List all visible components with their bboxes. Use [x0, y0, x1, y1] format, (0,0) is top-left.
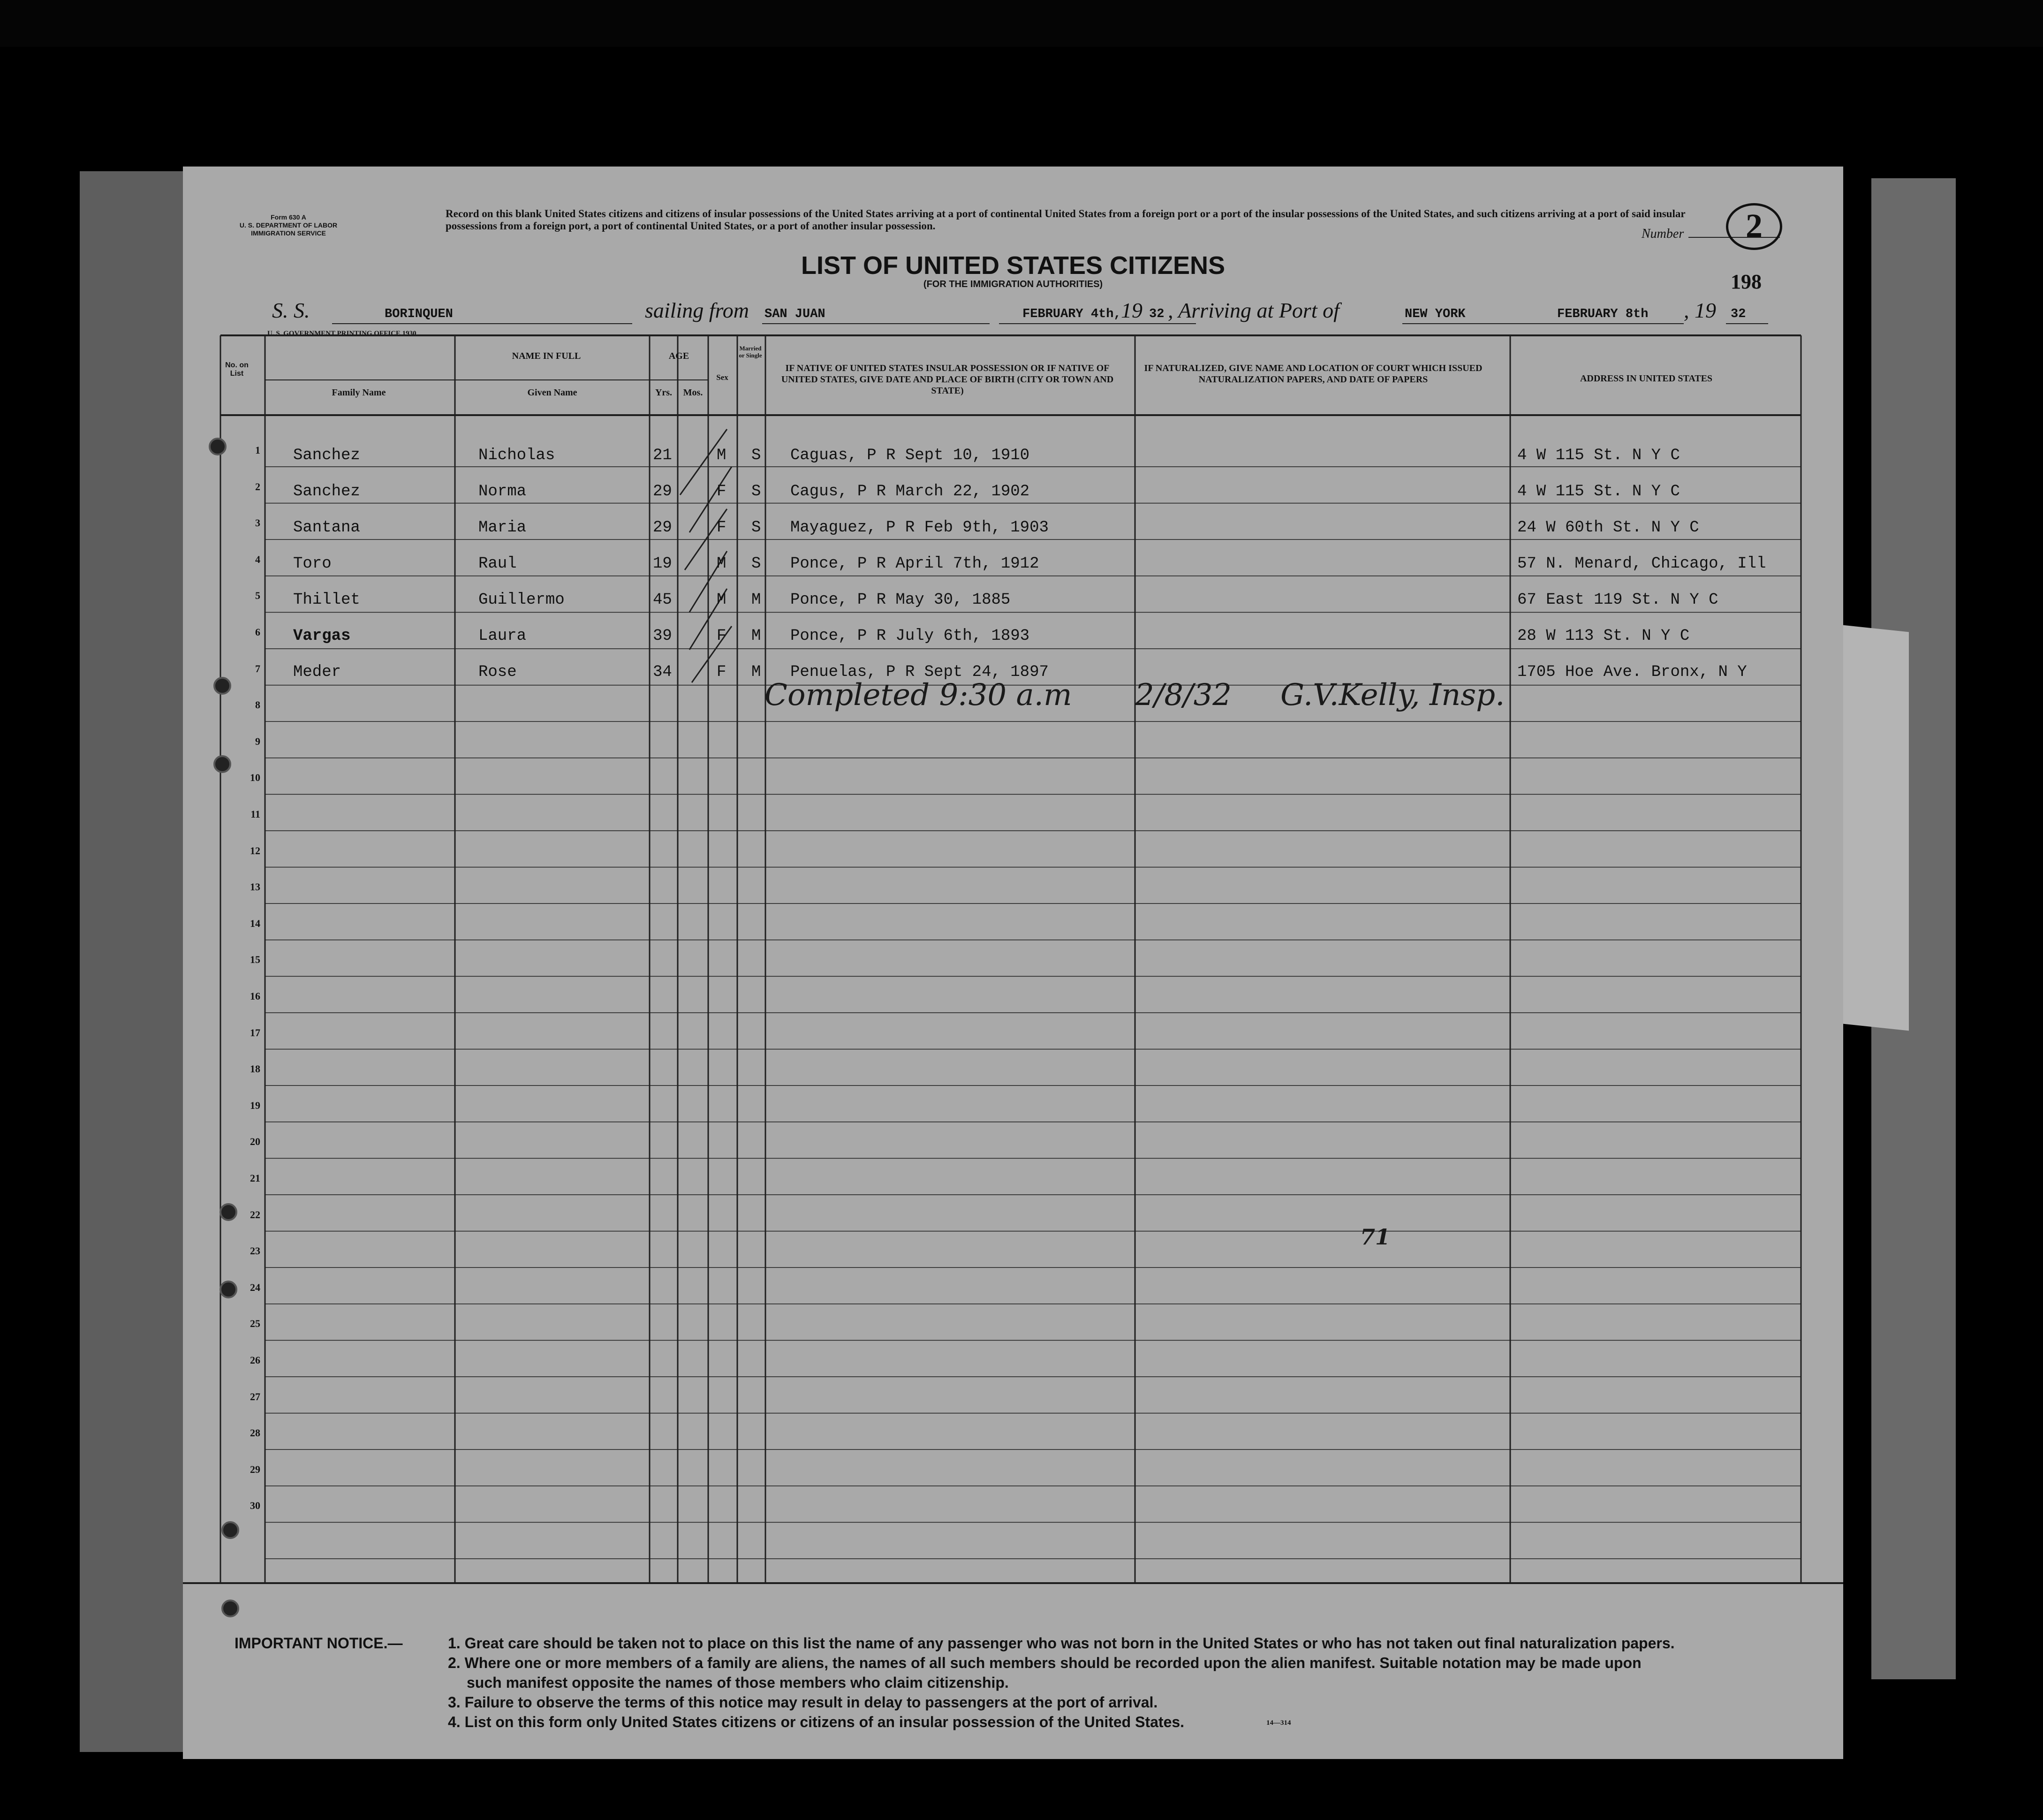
given-name: Nicholas	[478, 447, 555, 464]
punch-hole	[219, 1203, 237, 1221]
row-number: 27	[250, 1390, 260, 1403]
given-name: Guillermo	[478, 591, 565, 609]
col-header-name: NAME IN FULL	[512, 351, 581, 361]
punch-hole	[213, 755, 231, 773]
given-name: Norma	[478, 483, 527, 500]
notice-item-4: 4. List on this form only United States citizens or citizens of an insular possession of the United States.	[448, 1714, 1185, 1730]
given-name: Rose	[478, 663, 517, 681]
col-header-yrs: Yrs.	[655, 387, 673, 398]
arrive-date: FEBRUARY 8th	[1557, 307, 1649, 321]
form-number: Form 630 A	[271, 213, 306, 221]
col-header-no: No. on List	[225, 361, 249, 378]
notice-item-2-cont: such manifest opposite the names of those members who claim citizenship.	[467, 1674, 1009, 1691]
number-label: Number	[1642, 227, 1684, 241]
row-number: 26	[250, 1354, 260, 1366]
row-number: 4	[255, 553, 260, 565]
family-name: Thillet	[293, 591, 360, 609]
address: 4 W 115 St. N Y C	[1517, 447, 1680, 464]
col-header-naturalized: IF NATURALIZED, GIVE NAME AND LOCATION OF COURT WHICH ISSUED NATURALIZATION PAPERS, AND DATE OF PAPERS	[1144, 363, 1483, 385]
address: 24 W 60th St. N Y C	[1517, 519, 1699, 537]
row-number: 23	[250, 1245, 260, 1257]
address: 28 W 113 St. N Y C	[1517, 627, 1690, 645]
printer-stamp: U. S. GOVERNMENT PRINTING OFFICE 1930	[267, 330, 416, 337]
col-header-marital: Married or Single	[739, 345, 762, 359]
row-number: 12	[250, 844, 260, 857]
row-number: 17	[250, 1026, 260, 1039]
page-title: LIST OF UNITED STATES CITIZENS	[801, 251, 1225, 280]
depart-year: 32	[1149, 307, 1165, 321]
form-department: U. S. DEPARTMENT OF LABOR	[239, 221, 338, 229]
row-number: 24	[250, 1281, 260, 1293]
row-number: 21	[250, 1172, 260, 1184]
record-instructions: Record on this blank United States citizens and citizens of insular possessions of the United States arriving at a port of continental United States from a foreign port or a port of the insular possessions of the United States, and such citizens arriving at a port of said insular possessions from a foreign port, a port of continental United States, or a port of another insular possession.	[446, 208, 1686, 232]
col-header-family: Family Name	[332, 387, 386, 398]
row-number: 5	[255, 590, 260, 602]
row-number: 3	[255, 517, 260, 529]
marital-status: S	[751, 519, 761, 537]
row-number: 18	[250, 1063, 260, 1075]
form-service: IMMIGRATION SERVICE	[251, 229, 326, 237]
marital-status: S	[751, 555, 761, 573]
handwritten-date: 2/8/32	[1135, 678, 1232, 713]
punch-hole	[213, 677, 231, 695]
row-number: 15	[250, 954, 260, 966]
birth-place-date: Cagus, P R March 22, 1902	[790, 483, 1030, 500]
sex: F	[717, 663, 726, 681]
table-grid	[183, 167, 1843, 1759]
notice-label: IMPORTANT NOTICE.—	[235, 1635, 403, 1652]
row-number: 6	[255, 626, 260, 638]
col-header-birth: IF NATIVE OF UNITED STATES INSULAR POSSESSION OR IF NATIVE OF UNITED STATES, GIVE DATE AND PLACE OF BIRTH (CITY OR TOWN AND STATE)	[781, 363, 1114, 396]
notice-item-2: 2. Where one or more members of a family are aliens, the names of all such members should be recorded upon the alien manifest. Suitable notation may be made upon	[448, 1654, 1642, 1671]
row-number: 30	[250, 1500, 260, 1512]
form-code: 14—314	[1266, 1719, 1291, 1727]
row-number: 11	[250, 808, 260, 820]
sex: M	[717, 591, 726, 609]
col-header-given: Given Name	[527, 387, 577, 398]
page-subtitle: (FOR THE IMMIGRATION AUTHORITIES)	[923, 279, 1103, 289]
col-header-age: AGE	[668, 351, 689, 361]
marital-status: S	[751, 483, 761, 500]
birth-place-date: Ponce, P R May 30, 1885	[790, 591, 1011, 609]
row-number: 9	[255, 735, 260, 747]
row-number: 16	[250, 990, 260, 1002]
row-number: 10	[250, 772, 260, 784]
given-name: Laura	[478, 627, 527, 645]
marital-status: M	[751, 663, 761, 681]
age-years: 29	[653, 483, 672, 500]
punch-hole	[209, 438, 227, 455]
address: 1705 Hoe Ave. Bronx, N Y	[1517, 663, 1747, 681]
row-number: 8	[255, 699, 260, 711]
depart-year-prefix: 19	[1121, 298, 1143, 322]
film-edge-left	[80, 171, 185, 1752]
notice-item-3: 3. Failure to observe the terms of this notice may result in delay to passengers at the port of arrival.	[448, 1694, 1158, 1711]
age-years: 39	[653, 627, 672, 645]
birth-place-date: Ponce, P R July 6th, 1893	[790, 627, 1030, 645]
sailing-label: sailing from	[645, 298, 749, 322]
address: 57 N. Menard, Chicago, Ill	[1517, 555, 1766, 573]
row-number: 14	[250, 917, 260, 929]
manifest-page	[183, 167, 1843, 1759]
col-header-mos: Mos.	[683, 387, 703, 398]
sex: M	[717, 447, 726, 464]
marital-status: M	[751, 627, 761, 645]
ship-name: BORINQUEN	[385, 307, 453, 321]
given-name: Raul	[478, 555, 517, 573]
row-number: 7	[255, 662, 260, 675]
ss-label: S. S.	[272, 298, 310, 322]
row-number: 19	[250, 1099, 260, 1111]
birth-place-date: Ponce, P R April 7th, 1912	[790, 555, 1039, 573]
paper-flap	[1843, 625, 1909, 1031]
margin-mark: 71	[1360, 1224, 1391, 1250]
list-number: 2	[1726, 203, 1782, 250]
age-years: 19	[653, 555, 672, 573]
row-number: 2	[255, 480, 260, 493]
family-name: Sanchez	[293, 483, 360, 500]
arrive-year-prefix: , 19	[1684, 298, 1716, 322]
port-to: NEW YORK	[1405, 307, 1466, 321]
arriving-label: , Arriving at Port of	[1168, 298, 1339, 322]
completed-note: Completed 9:30 a.m	[764, 678, 1072, 713]
page-number: 198	[1731, 270, 1762, 293]
row-number: 22	[250, 1208, 260, 1221]
sex: F	[717, 519, 726, 537]
depart-date: FEBRUARY 4th,	[1022, 307, 1121, 321]
sex: F	[717, 483, 726, 500]
address: 4 W 115 St. N Y C	[1517, 483, 1680, 500]
family-name: Sanchez	[293, 447, 360, 464]
marital-status: M	[751, 591, 761, 609]
address: 67 East 119 St. N Y C	[1517, 591, 1718, 609]
family-name: Vargas	[293, 627, 351, 645]
given-name: Maria	[478, 519, 527, 537]
age-years: 34	[653, 663, 672, 681]
birth-place-date: Caguas, P R Sept 10, 1910	[790, 447, 1030, 464]
birth-place-date: Mayaguez, P R Feb 9th, 1903	[790, 519, 1049, 537]
birth-place-date: Penuelas, P R Sept 24, 1897	[790, 663, 1049, 681]
family-name: Toro	[293, 555, 332, 573]
row-number: 25	[250, 1318, 260, 1330]
sex: M	[717, 555, 726, 573]
row-number: 20	[250, 1136, 260, 1148]
inspector-signature: G.V.Kelly, Insp.	[1280, 678, 1505, 713]
col-header-address: ADDRESS IN UNITED STATES	[1580, 373, 1713, 384]
punch-hole	[219, 1281, 237, 1298]
col-header-sex: Sex	[716, 373, 728, 382]
film-border-top	[0, 0, 2043, 47]
sex: F	[717, 627, 726, 645]
punch-hole	[221, 1521, 239, 1539]
notice-item-1: 1. Great care should be taken not to place on this list the name of any passenger who was not born in the United States or who has not taken out final naturalization papers.	[448, 1635, 1675, 1652]
row-number: 29	[250, 1463, 260, 1475]
marital-status: S	[751, 447, 761, 464]
port-from: SAN JUAN	[764, 307, 825, 321]
row-number: 1	[255, 444, 260, 456]
age-years: 21	[653, 447, 672, 464]
age-years: 29	[653, 519, 672, 537]
arrive-year: 32	[1731, 307, 1746, 321]
age-years: 45	[653, 591, 672, 609]
punch-hole	[221, 1600, 239, 1617]
row-number: 28	[250, 1427, 260, 1439]
family-name: Meder	[293, 663, 341, 681]
family-name: Santana	[293, 519, 360, 537]
row-number: 13	[250, 881, 260, 893]
